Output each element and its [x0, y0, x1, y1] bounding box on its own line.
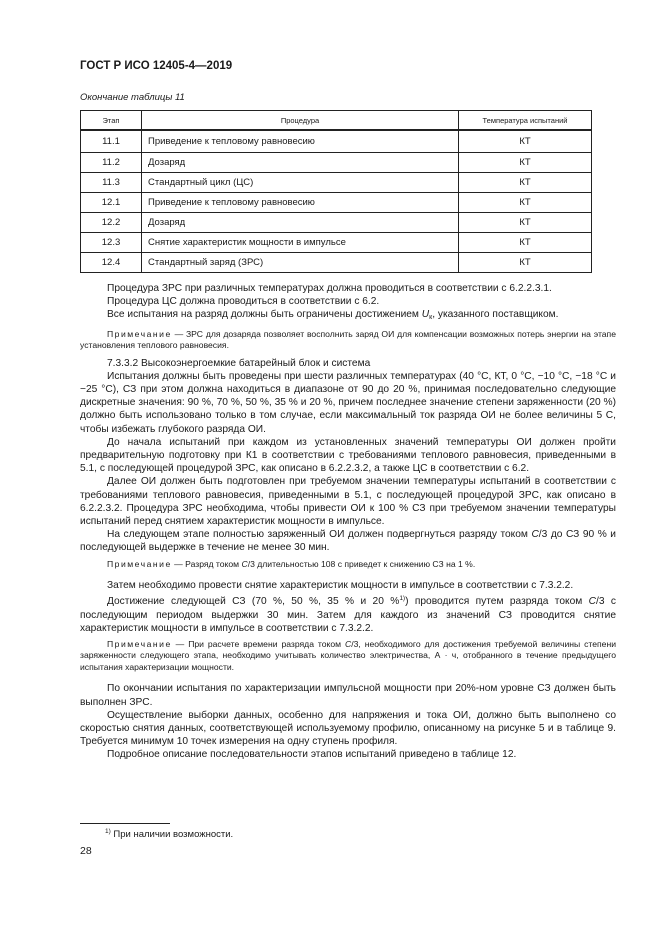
paragraph: Процедура ЦС должна проводиться в соответствии с 6.2.: [107, 296, 380, 308]
variable-c: С: [531, 529, 539, 541]
table-caption: Окончание таблицы 11: [80, 92, 185, 103]
cell-stage: 12.1: [81, 193, 142, 213]
paragraph: [80, 592, 616, 635]
cell-stage: 11.3: [81, 173, 142, 193]
note-label: Примечание: [107, 328, 172, 339]
note-text: — При расчете времени разряда током: [171, 638, 345, 649]
footnote: [105, 828, 233, 840]
paragraph: Далее ОИ должен быть подготовлен при требуемом значении температуры испытаний в соответствии с требованиями теплового равновесия, приведенными в 5.1, с последующей процедурой ЗРС, как описано в 6.2.2.3.2. Процедура ЗРС необходима, чтобы привести ОИ к 100 % СЗ при требуемом значении температуры испытаний перед снятием характеристик мощности в импульсе.: [80, 476, 616, 528]
cell-stage: 11.1: [81, 130, 142, 153]
note: [80, 639, 616, 674]
text-run: На следующем этапе полностью заряженный ОИ должен подвергнуться разряду током: [107, 529, 532, 541]
paragraph: Подробное описание последовательности этапов испытаний приведено в таблице 12.: [107, 749, 517, 761]
text-run: ) проводится путем разряда током: [405, 596, 589, 608]
text-run: Все испытания на разряд должны быть ограничены достижением: [107, 309, 422, 321]
paragraph: [80, 528, 616, 554]
subscript-k: к: [429, 314, 433, 322]
footnote-mark: 1): [105, 828, 111, 835]
paragraph: Испытания должны быть проведены при шести различных температурах (40 °С, КТ, 0 °С, −10 °С, −18 °С и −25 °С), СЗ при этом должна находиться в диапазоне от 90 до 20 %, принимая последовательно следующие дискретные значения: 90 %, 70 %, 50 %, 35 % и 20 %, причем последнее значение степени заряженности (20 %) должно быть использовано только в том случае, если максимальный ток разряда ОИ не более величины 5 С, чтобы избежать глубокого разряда ОИ.: [80, 370, 616, 435]
cell-stage: 12.3: [81, 233, 142, 253]
note-text: — Разряд током: [171, 558, 242, 569]
cell-temperature: КТ: [459, 193, 592, 213]
cell-temperature: КТ: [459, 153, 592, 173]
cell-temperature: КТ: [459, 253, 592, 273]
paragraph: До начала испытаний при каждом из установленных значений температуры ОИ должен пройти предварительную подготовку при К1 в соответствии с требованиями теплового равновесия, приведенными в 5.1, с последующей процедурой ЗРС, как описано в 6.2.2.3.2, а также ЦС в соответствии с 6.2.: [80, 436, 616, 475]
table-row: [81, 233, 592, 253]
column-header-stage: Этап: [81, 111, 142, 131]
paragraph: Процедура ЗРС при различных температурах должна проводиться в соответствии с 6.2.2.3.1.: [107, 283, 552, 294]
cell-procedure: Снятие характеристик мощности в импульсе: [142, 233, 459, 253]
cell-temperature: КТ: [459, 213, 592, 233]
paragraph: [80, 308, 616, 324]
table-header-row: [81, 111, 592, 131]
variable-c: С: [241, 558, 248, 569]
table-row: [81, 153, 592, 173]
note: [80, 329, 616, 352]
cell-procedure: Дозаряд: [142, 153, 459, 173]
text-run: , указанного поставщиком.: [432, 309, 559, 321]
note: [80, 559, 616, 571]
column-header-procedure: Процедура: [142, 111, 459, 131]
variable-c: С: [345, 638, 352, 649]
paragraph: Осуществление выборки данных, особенно для напряжения и тока ОИ, должно быть выполнено со скоростью снятия данных, соответствующей используемому профилю, описанному на рисунке 5 и в таблице 9. Требуется минимум 10 точек измерения на одну ступень профиля.: [80, 709, 616, 748]
footnote-divider: [80, 823, 170, 824]
cell-procedure: Приведение к тепловому равновесию: [142, 130, 459, 153]
text-run: /3 до СЗ 90 % и последующей выдержке в течение не менее 30 мин.: [80, 529, 616, 554]
note-text: /3 длительностью 108 с приведет к снижению СЗ на 1 %.: [247, 558, 476, 569]
table-row: [81, 130, 592, 153]
table-row: [81, 173, 592, 193]
paragraph: По окончании испытания по характеризации импульсной мощности при 20%-ном уровне СЗ должен быть выполнен ЗРС.: [80, 683, 616, 708]
note-text: — ЗРС для дозаряда позволяет восполнить заряд ОИ для компенсации возможных потерь энергии на этапе установления теплового равновесия.: [80, 328, 616, 351]
cell-procedure: Стандартный заряд (ЗРС): [142, 253, 459, 273]
variable-u: U: [421, 309, 430, 321]
cell-temperature: КТ: [459, 130, 592, 153]
cell-stage: 11.2: [81, 153, 142, 173]
note-label: Примечание: [107, 638, 172, 649]
cell-stage: 12.4: [81, 253, 142, 273]
cell-temperature: КТ: [459, 173, 592, 193]
section-heading: 7.3.3.2 Высокоэнергоемкие батарейный блок и система: [107, 357, 371, 369]
cell-procedure: Приведение к тепловому равновесию: [142, 193, 459, 213]
text-run: /3 с последующим периодом выдержки 30 мин. Затем для каждого из значений СЗ проводится снятие характеристик мощности в импульсе в соответствии с 7.3.2.2.: [80, 596, 616, 634]
table-row: [81, 253, 592, 273]
document-header: ГОСТ Р ИСО 12405-4—2019: [80, 60, 233, 72]
cell-procedure: Дозаряд: [142, 213, 459, 233]
cell-stage: 12.2: [81, 213, 142, 233]
note-label: Примечание: [107, 558, 172, 569]
cell-temperature: КТ: [459, 233, 592, 253]
cell-procedure: Стандартный цикл (ЦС): [142, 173, 459, 193]
paragraph: Затем необходимо провести снятие характеристик мощности в импульсе в соответствии с 7.3.2.2.: [107, 580, 574, 592]
table-row: [81, 213, 592, 233]
table-row: [81, 193, 592, 213]
column-header-temperature: Температура испытаний: [459, 111, 592, 131]
note-text: /3, необходимого для достижения требуемой величины степени заряженности следующего этапа, необходимо учитывать количество электричества, А · ч, отобранного в течение предыдущего испытания характеризации мощности.: [80, 638, 616, 672]
text-run: Достижение следующей СЗ (70 %, 50 %, 35 % и 20 %: [107, 596, 400, 608]
page-number: 28: [80, 845, 92, 857]
footnote-text: При наличии возможности.: [110, 829, 234, 840]
variable-c: С: [588, 596, 597, 608]
body-text: [80, 282, 616, 762]
footnote-ref: 1): [399, 595, 406, 603]
table-11: [80, 110, 592, 273]
